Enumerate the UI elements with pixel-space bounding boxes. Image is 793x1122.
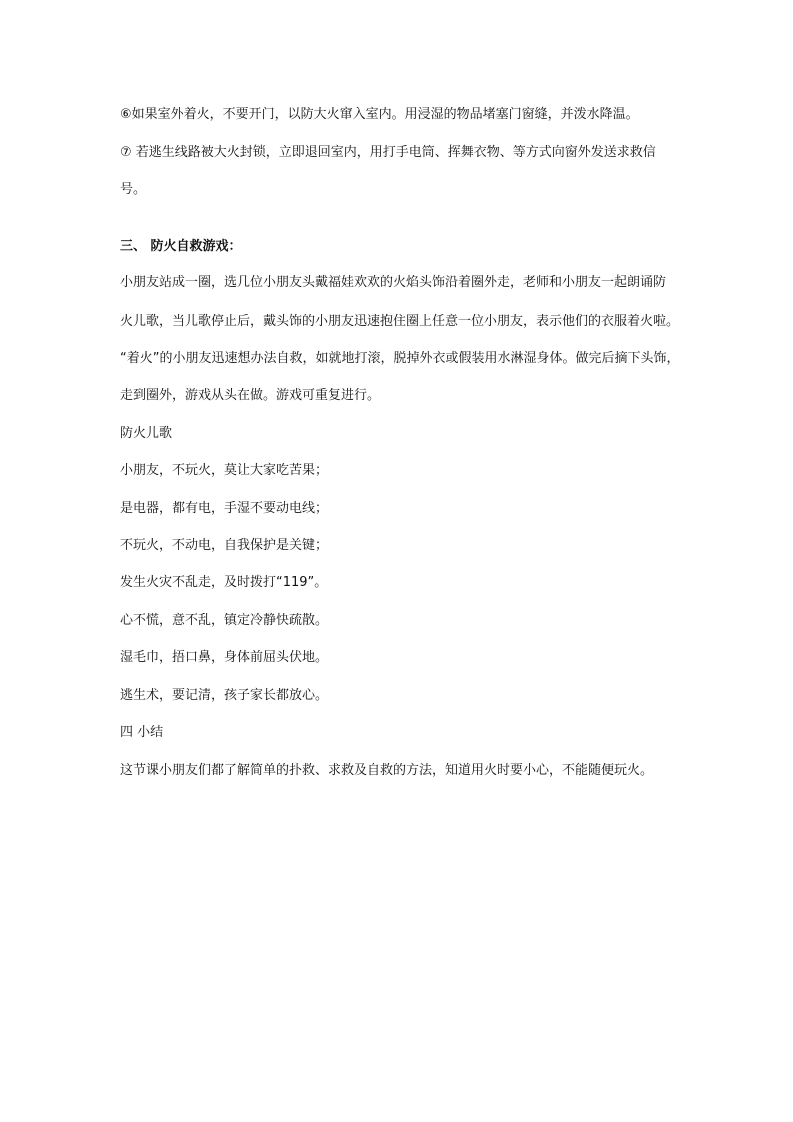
- paragraph-step-7-line-2: 号。: [120, 182, 147, 197]
- summary-paragraph: 这节课小朋友们都了解简单的扑救、求救及自救的方法，知道用火时要小心，不能随便玩火。: [120, 763, 654, 778]
- song-line-2: 是电器，都有电，手湿不要动电线；: [120, 501, 329, 516]
- song-line-3: 不玩火，不动电，自我保护是关键；: [120, 538, 329, 553]
- game-paragraph-line-3: “着火”的小朋友迅速想办法自救，如就地打滚，脱掉外衣或假装用水淋湿身体。做完后摘下头饰，: [120, 351, 680, 366]
- song-line-1: 小朋友，不玩火，莫让大家吃苦果；: [120, 463, 329, 478]
- section-heading-4: 四 小结: [120, 725, 164, 740]
- paragraph-step-7-line-1: ⑦ 若逃生线路被大火封锁，立即退回室内，用打手电筒、挥舞衣物、等方式向窗外发送求救信: [120, 145, 656, 160]
- section-heading-3: 三、 防火自救游戏：: [120, 239, 242, 254]
- paragraph-step-6: ⑥如果室外着火，不要开门，以防大火窜入室内。用浸湿的物品堵塞门窗缝，并泼水降温。: [120, 107, 639, 122]
- game-paragraph-line-4: 走到圈外，游戏从头在做。游戏可重复进行。: [120, 388, 381, 403]
- song-title: 防火儿歌: [120, 426, 173, 441]
- song-line-6: 湿毛巾，捂口鼻，身体前屈头伏地。: [120, 650, 329, 665]
- song-line-7: 逃生术，要记清，孩子家长都放心。: [120, 688, 329, 703]
- song-line-4: 发生火灾不乱走，及时拨打“119”。: [120, 575, 328, 590]
- game-paragraph-line-2: 火儿歌，当儿歌停止后，戴头饰的小朋友迅速抱住圈上任意一位小朋友，表示他们的衣服着火啦。: [120, 314, 680, 329]
- song-line-5: 心不慌，意不乱，镇定冷静快疏散。: [120, 613, 329, 628]
- game-paragraph-line-1: 小朋友站成一圈，选几位小朋友头戴福娃欢欢的火焰头饰沿着圈外走，老师和小朋友一起朗诵防: [120, 275, 667, 290]
